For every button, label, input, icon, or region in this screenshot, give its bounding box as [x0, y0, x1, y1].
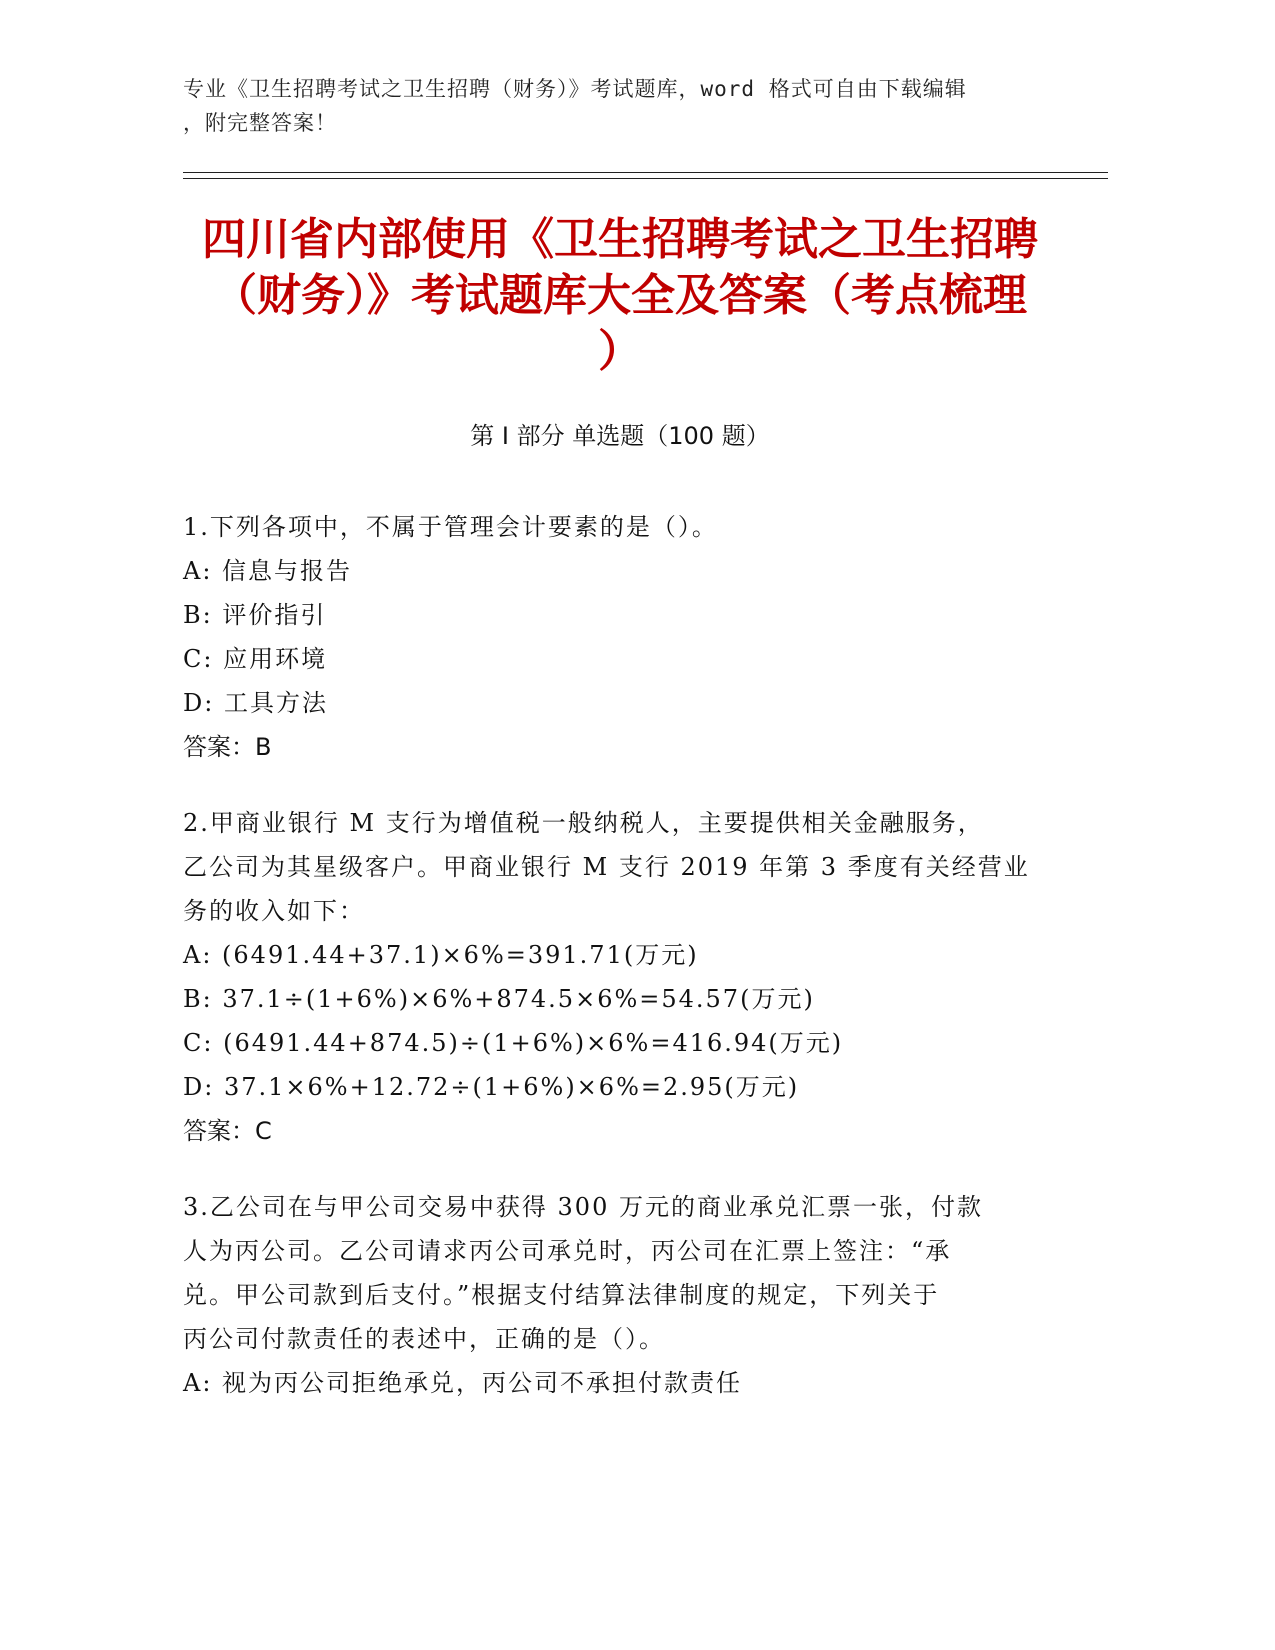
document-title-line-3: ）	[598, 326, 642, 377]
section-heading: 第 I 部分 单选题（100 题）	[470, 422, 770, 450]
option-a: A: (6491.44+37.1)×6%=391.71(万元)	[183, 941, 699, 969]
option-d: D: 工具方法	[183, 689, 328, 717]
answer-label: 答案：C	[183, 1117, 272, 1145]
document-title-line-2: （财务）》考试题库大全及答案（考点梳理	[213, 270, 1027, 321]
option-c: C: (6491.44+874.5)÷(1+6%)×6%=416.94(万元)	[183, 1029, 844, 1057]
question-stem-line: 丙公司付款责任的表述中，正确的是（）。	[183, 1325, 665, 1353]
answer-label: 答案：B	[183, 733, 272, 761]
question-list	[183, 505, 1033, 1437]
question-stem: 1.下列各项中，不属于管理会计要素的是（）。	[183, 513, 718, 541]
header-divider-bottom	[183, 178, 1108, 179]
option-c: C: 应用环境	[183, 645, 328, 673]
option-d: D: 37.1×6%+12.72÷(1+6%)×6%=2.95(万元)	[183, 1073, 800, 1101]
question-stem-line: 乙公司为其星级客户。甲商业银行 M 支行 2019 年第 3 季度有关经营业	[183, 853, 1030, 881]
question-stem-line: 务的收入如下：	[183, 897, 365, 925]
document-title	[180, 212, 1060, 380]
question-stem-line: 3.乙公司在与甲公司交易中获得 300 万元的商业承兑汇票一张，付款	[183, 1193, 983, 1221]
header-note-line-1: 专业《卫生招聘考试之卫生招聘（财务）》考试题库，word 格式可自由下载编辑	[183, 77, 967, 101]
option-b: B: 37.1÷(1+6%)×6%+874.5×6%=54.57(万元)	[183, 985, 815, 1013]
question-stem-line: 兑。甲公司款到后支付。”根据支付结算法律制度的规定，下列关于	[183, 1281, 940, 1309]
option-a: A: 信息与报告	[183, 557, 353, 585]
header-note-line-2: ，附完整答案！	[183, 111, 337, 135]
option-b: B: 评价指引	[183, 601, 327, 629]
question-item	[183, 801, 1033, 1153]
document-title-line-1: 四川省内部使用《卫生招聘考试之卫生招聘	[202, 214, 1038, 265]
question-item	[183, 1185, 1033, 1405]
question-stem-line: 2.甲商业银行 M 支行为增值税一般纳税人，主要提供相关金融服务，	[183, 809, 984, 837]
header-divider-top	[183, 172, 1108, 173]
header-note	[183, 72, 1083, 140]
option-a: A: 视为丙公司拒绝承兑，丙公司不承担付款责任	[183, 1369, 743, 1397]
question-stem-line: 人为丙公司。乙公司请求丙公司承兑时，丙公司在汇票上签注：“承	[183, 1237, 952, 1265]
question-item	[183, 505, 1033, 769]
